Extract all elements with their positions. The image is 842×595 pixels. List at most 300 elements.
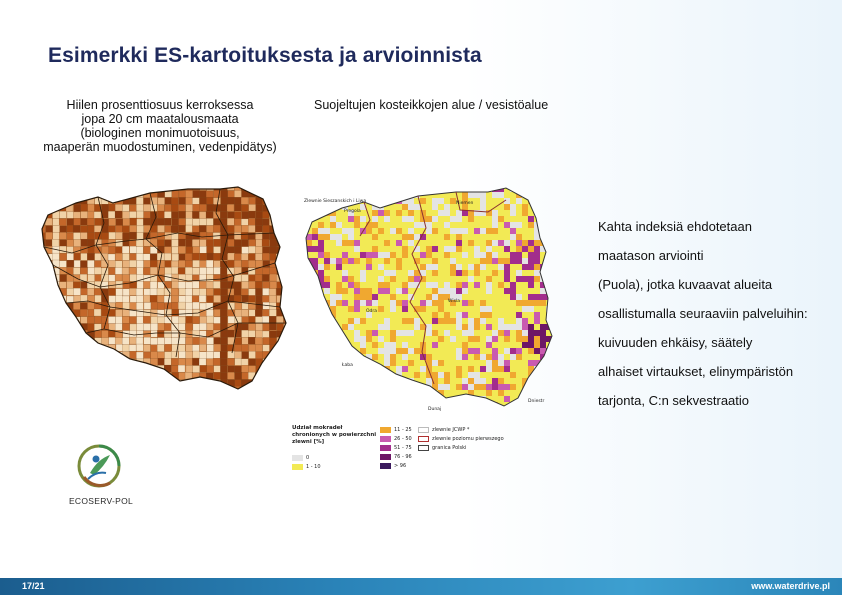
map-cell [228,212,235,219]
map-cell [402,216,408,222]
map-cell [73,233,80,240]
map-cell [81,253,88,260]
map-cell [213,400,220,401]
map-cell [129,345,136,352]
map-cell [546,210,552,216]
map-cell [115,247,122,254]
map-cell [263,345,270,352]
map-cell [80,183,87,190]
region-label: Zlewnie Sieszanskich i Liwa [304,199,367,204]
map-cell [179,386,186,393]
map-cell [95,393,102,400]
map-cell [540,192,546,198]
map-cell [151,352,158,359]
map-cell [80,379,87,386]
map-cell [249,211,256,218]
map-cell [59,344,66,351]
map-cell [498,324,504,330]
map-cell [150,288,157,295]
map-cell [150,267,157,274]
map-cell [150,282,157,289]
map-cell [534,246,540,252]
map-cell [318,348,324,354]
map-cell [414,408,420,414]
map-cell [342,354,348,360]
map-cell [66,183,73,190]
map-cell [186,365,193,372]
map-cell [45,365,52,372]
map-cell [486,180,492,186]
map-cell [157,288,164,295]
map-cell [354,306,360,312]
map-cell [336,288,342,294]
map-cell [468,318,474,324]
map-cell [318,360,324,366]
map-cell [552,402,555,408]
map-cell [354,216,360,222]
map-cell [178,260,185,267]
map-cell [444,204,450,210]
map-cell [438,336,444,342]
map-cell [256,303,263,310]
map-cell [122,253,129,260]
map-cell [348,282,354,288]
map-cell [552,300,555,306]
map-cell [348,414,354,420]
map-cell [186,338,193,345]
map-cell [102,233,109,240]
map-cell [242,212,249,219]
map-cell [234,260,241,267]
map-cell [396,180,402,186]
map-cell [390,294,396,300]
map-cell [276,226,283,233]
map-cell [284,233,288,240]
map-cell [528,186,534,192]
map-cell [137,226,144,233]
map-cell [498,240,504,246]
map-cell [438,210,444,216]
map-cell [200,191,207,198]
map-cell [300,312,306,318]
map-cell [498,192,504,198]
map-cell [354,402,360,408]
map-cell [249,351,256,358]
map-cell [516,408,522,414]
map-cell [462,324,468,330]
map-cell [109,394,116,401]
map-cell [59,232,66,239]
logo-text: ECOSERV-POL [68,496,134,506]
map-cell [165,387,172,394]
map-cell [255,310,262,317]
map-cell [354,318,360,324]
map-cell [432,258,438,264]
map-cell [504,264,510,270]
map-cell [171,387,178,394]
region-label: Dunaj [428,407,442,412]
map-cell [67,281,74,288]
map-cell [143,316,150,323]
map-cell [122,316,129,323]
map-cell [80,191,87,198]
map-cell [444,222,450,228]
map-cell [214,289,221,296]
map-cell [255,338,262,345]
map-cell [88,394,95,401]
map-cell [108,183,115,190]
map-cell [116,240,123,247]
map-cell [157,400,164,401]
map-cell [510,402,516,408]
map-cell [462,342,468,348]
map-cell [336,390,342,396]
map-cell [366,300,372,306]
map-cell [206,379,213,386]
map-cell [206,359,213,366]
map-cell [59,309,66,316]
map-cell [193,394,200,401]
map-cell [179,296,186,303]
map-cell [426,216,432,222]
map-cell [81,365,88,372]
map-cell [207,316,214,323]
map-cell [136,240,143,247]
map-cell [522,204,528,210]
map-cell [402,192,408,198]
map-cell [456,234,462,240]
map-cell [384,258,390,264]
map-cell [178,359,185,366]
map-cell [88,204,95,211]
map-cell [157,225,164,232]
map-cell [546,270,552,276]
map-cell [269,309,276,316]
map-cell [262,239,269,246]
region-label: Pregola [344,209,361,214]
map-cell [115,316,122,323]
map-cell [468,378,474,384]
map-cell [534,258,540,264]
map-cell [330,366,336,372]
map-cell [136,204,143,211]
map-cell [384,324,390,330]
map-cell [342,300,348,306]
map-cell [474,252,480,258]
map-cell [277,352,284,359]
map-cell [474,324,480,330]
map-cell [241,324,248,331]
map-cell [60,190,67,197]
map-cell [234,282,241,289]
map-cell [360,270,366,276]
map-cell [492,270,498,276]
map-cell [73,190,80,197]
map-cell [95,275,102,282]
map-cell [80,268,87,275]
map-cell [342,372,348,378]
map-cell [342,228,348,234]
map-cell [402,378,408,384]
map-cell [270,380,277,387]
map-cell [408,396,414,402]
map-cell [354,180,360,186]
map-cell [60,380,67,387]
map-cell [372,246,378,252]
map-cell [151,373,158,380]
map-cell [402,318,408,324]
map-cell [528,330,534,336]
map-cell [414,348,420,354]
website-link[interactable]: www.waterdrive.pl [751,581,830,591]
map-cell [300,306,306,312]
map-cell [67,338,74,345]
map-cell [200,240,207,247]
map-cell [342,258,348,264]
map-cell [444,180,450,186]
map-cell [234,240,241,247]
map-cell [115,211,122,218]
map-cell [60,275,67,282]
map-cell [241,310,248,317]
map-cell [172,309,179,316]
map-cell [123,394,130,401]
map-cell [67,260,74,267]
map-cell [81,387,88,394]
map-cell [498,408,504,414]
map-cell [546,258,552,264]
map-cell [123,239,130,246]
map-cell [270,387,277,394]
map-cell [88,232,95,239]
map-cell [486,324,492,330]
map-cell [300,336,306,342]
map-cell [171,295,178,302]
map-cell [534,348,540,354]
map-cell [420,348,426,354]
map-cell [46,226,53,233]
map-cell [456,324,462,330]
map-cell [207,226,214,233]
map-cell [249,275,256,282]
map-cell [221,191,228,198]
map-cell [462,330,468,336]
map-cell [516,276,522,282]
map-cell [129,337,136,344]
map-cell [438,318,444,324]
map-cell [214,309,221,316]
map-cell [378,282,384,288]
map-cell [151,358,158,365]
map-cell [66,373,73,380]
map-cell [492,378,498,384]
map-cell [312,402,318,408]
map-cell [151,393,158,400]
map-cell [426,324,432,330]
map-cell [480,228,486,234]
map-cell [59,282,66,289]
map-cell [59,219,66,226]
map-cell [528,306,534,312]
map-cell [438,384,444,390]
map-cell [228,351,235,358]
map-cell [157,260,164,267]
map-cell [462,270,468,276]
map-cell [193,288,200,295]
map-cell [255,281,262,288]
map-cell [330,294,336,300]
map-cell [102,219,109,226]
map-cell [59,261,66,268]
map-cell [263,247,270,254]
map-cell [342,180,348,186]
map-cell [324,408,330,414]
map-cell [402,204,408,210]
map-cell [39,302,46,309]
map-cell [372,408,378,414]
map-cell [171,226,178,233]
map-cell [60,338,67,345]
map-cell [73,303,80,310]
map-cell [207,386,214,393]
map-cell [158,198,165,205]
map-cell [284,260,288,267]
map-cell [46,198,53,205]
map-cell [462,228,468,234]
map-cell [504,324,510,330]
footer-bar [0,578,842,595]
map-cell [444,318,450,324]
map-cell [348,348,354,354]
map-cell [486,288,492,294]
map-cell [300,408,306,414]
map-cell [60,365,67,372]
map-cell [165,352,172,359]
map-cell [420,198,426,204]
map-cell [94,387,101,394]
map-cell [336,300,342,306]
map-cell [269,323,276,330]
map-cell [101,373,108,380]
map-cell [220,310,227,317]
map-cell [277,233,284,240]
map-cell [528,348,534,354]
map-cell [492,222,498,228]
map-cell [312,306,318,312]
map-cell [45,393,52,400]
map-cell [372,198,378,204]
map-cell [130,274,137,281]
map-cell [38,309,45,316]
map-cell [53,232,60,239]
map-cell [73,268,80,275]
map-cell [116,295,123,302]
map-cell [354,222,360,228]
map-cell [474,354,480,360]
map-cell [283,288,288,295]
map-cell [186,240,193,247]
map-cell [318,270,324,276]
map-cell [360,276,366,282]
map-cell [262,387,269,394]
map-cell [136,254,143,261]
map-cell [402,180,408,186]
map-cell [262,274,269,281]
map-cell [109,260,116,267]
map-cell [45,268,52,275]
map-cell [185,387,192,394]
map-cell [60,352,67,359]
map-cell [378,288,384,294]
map-cell [378,186,384,192]
map-cell [39,372,46,379]
map-cell [115,338,122,345]
map-cell [330,348,336,354]
map-cell [74,288,81,295]
map-cell [143,295,150,302]
map-cell [372,222,378,228]
map-cell [396,186,402,192]
map-cell [129,365,136,372]
map-cell [234,267,241,274]
map-cell [200,232,207,239]
map-cell [366,294,372,300]
map-cell [108,317,115,324]
legend-label: 51 - 75 [394,445,412,451]
map-cell [468,336,474,342]
map-cell [300,258,306,264]
map-cell [366,372,372,378]
map-cell [540,342,546,348]
map-cell [94,344,101,351]
map-cell [228,253,235,260]
map-cell [486,312,492,318]
map-cell [150,212,157,219]
map-cell [221,344,228,351]
map-cell [354,288,360,294]
map-cell [234,247,241,254]
map-cell [186,323,193,330]
map-cell [234,232,241,239]
map-cell [235,351,242,358]
map-cell [269,198,276,205]
map-cell [474,384,480,390]
map-cell [318,228,324,234]
map-cell [87,260,94,267]
map-cell [510,408,516,414]
map-cell [462,354,468,360]
map-cell [165,338,172,345]
map-cell [306,348,312,354]
map-cell [277,380,284,387]
map-cell [480,384,486,390]
map-cell [144,212,151,219]
map-cell [262,253,269,260]
map-cell [402,282,408,288]
map-cell [150,295,157,302]
map-cell [444,252,450,258]
map-cell [420,180,426,186]
map-cell [546,384,552,390]
map-cell [38,338,45,345]
map-cell [528,342,534,348]
map-cell [123,372,130,379]
map-cell [426,252,432,258]
map-cell [136,337,143,344]
map-cell [384,318,390,324]
map-cell [456,186,462,192]
map-cell [144,352,151,359]
